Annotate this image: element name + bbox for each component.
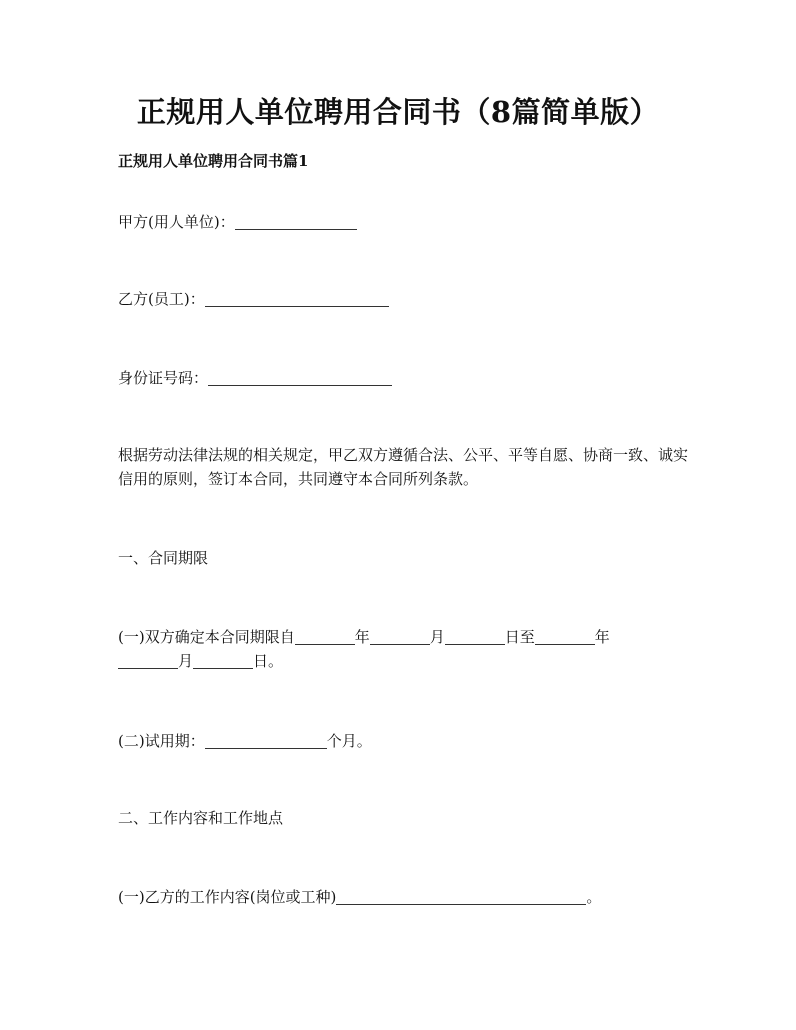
year-label-1: 年 bbox=[354, 628, 370, 646]
section-title: 正规用人单位聘用合同书篇1 bbox=[118, 152, 309, 170]
probation-label: (二)试用期： bbox=[118, 732, 205, 750]
probation-line bbox=[118, 729, 372, 753]
year-label-2: 年 bbox=[594, 628, 610, 646]
party-b-line bbox=[118, 287, 389, 311]
preamble-paragraph: 根据劳动法律法规的相关规定，甲乙双方遵循合法、公平、平等自愿、协商一致、诚实信用的原则，签订本合同，共同遵守本合同所列条款。 bbox=[118, 446, 689, 488]
day-end-label: 日。 bbox=[253, 652, 284, 670]
heading-work-content: 二、工作内容和工作地点 bbox=[118, 809, 284, 827]
document-title: 正规用人单位聘用合同书（8篇简单版） bbox=[136, 95, 660, 129]
probation-blank[interactable] bbox=[205, 732, 327, 749]
job-content-label: (一)乙方的工作内容(岗位或工种) bbox=[118, 888, 337, 906]
id-number-label: 身份证号码： bbox=[118, 369, 209, 387]
party-b-label: 乙方(员工)： bbox=[118, 290, 205, 308]
contract-term-line-2 bbox=[118, 649, 283, 673]
heading-contract-term: 一、合同期限 bbox=[118, 549, 209, 567]
probation-suffix: 个月。 bbox=[326, 732, 372, 750]
end-year-blank[interactable] bbox=[535, 628, 595, 645]
job-content-line bbox=[118, 885, 601, 909]
start-day-blank[interactable] bbox=[445, 628, 505, 645]
month-label-1: 月 bbox=[429, 628, 445, 646]
start-year-blank[interactable] bbox=[295, 628, 355, 645]
party-a-line bbox=[118, 210, 357, 234]
job-content-suffix: 。 bbox=[586, 888, 602, 906]
job-content-blank[interactable] bbox=[336, 888, 586, 905]
id-number-line bbox=[118, 366, 392, 390]
party-a-label: 甲方(用人单位)： bbox=[118, 213, 235, 231]
month-label-2: 月 bbox=[178, 652, 194, 670]
party-b-blank[interactable] bbox=[205, 290, 389, 307]
end-day-blank[interactable] bbox=[193, 652, 253, 669]
party-a-blank[interactable] bbox=[235, 213, 357, 230]
start-month-blank[interactable] bbox=[370, 628, 430, 645]
term-prefix: (一)双方确定本合同期限自 bbox=[118, 628, 295, 646]
day-to-label: 日至 bbox=[504, 628, 535, 646]
id-number-blank[interactable] bbox=[208, 369, 392, 386]
end-month-blank[interactable] bbox=[118, 652, 178, 669]
contract-term-line-1 bbox=[118, 625, 610, 649]
